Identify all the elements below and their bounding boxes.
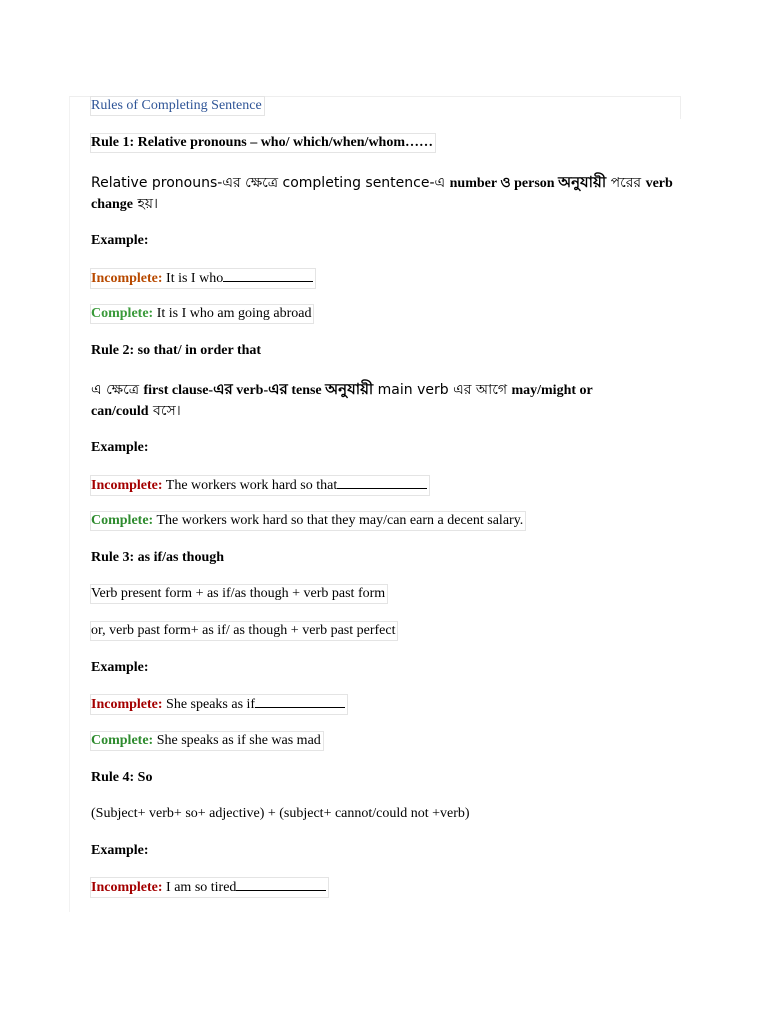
rule2-desc-g: অনুযায়ী [325, 380, 374, 398]
rule1-example-label: Example: [91, 233, 149, 248]
rule2-desc-k: বসে। [148, 403, 181, 419]
rule1-complete-text: It is I who am going abroad [153, 306, 312, 321]
rule2-complete-text: The workers work hard so that they may/can earn a decent salary. [153, 513, 524, 528]
rule3-incomplete-label: Incomplete: [91, 697, 163, 712]
rule1-description-line1 [91, 173, 673, 193]
rule2-desc-b: first clause- [143, 383, 214, 398]
rule3-blank [255, 695, 345, 708]
rule1-desc-b: number ও person [449, 176, 559, 191]
rule4-incomplete [91, 878, 328, 897]
document-page [69, 96, 681, 912]
rule2-complete-label: Complete: [91, 513, 154, 528]
rule1-complete-label: Complete: [91, 306, 154, 321]
rule3-formula2: or, verb past form+ as if/ as though + verb past perfect [91, 623, 396, 638]
rule1-heading: Rule 1: Relative pronouns – who/ which/when/whom…… [91, 135, 434, 150]
document-title: Rules of Completing Sentence [91, 98, 262, 113]
rule2-desc-e: এর [268, 380, 288, 398]
rule4-heading: Rule 4: So [91, 770, 153, 785]
rule4-example-label: Example: [91, 843, 149, 858]
rule3-example-label: Example: [91, 660, 149, 675]
rule2-complete [91, 512, 525, 530]
rule1-desc-e: verb [645, 176, 673, 191]
rule1-complete [91, 305, 313, 323]
rule4-incomplete-label: Incomplete: [91, 880, 163, 895]
rule2-desc-f: tense [287, 383, 326, 398]
rule2-desc-a: এ ক্ষেত্রে [91, 382, 144, 398]
rule3-formula1: Verb present form + as if/as though + verb past form [91, 586, 386, 601]
rule2-example-label: Example: [91, 440, 149, 455]
rule3-incomplete-text: She speaks as if [162, 697, 256, 712]
rule2-incomplete [91, 476, 429, 495]
rule1-desc-g: হয়। [133, 196, 159, 212]
rule2-blank [337, 476, 427, 489]
rule3-complete [91, 732, 323, 750]
rule1-desc-f: change [91, 197, 133, 212]
rule2-desc-h: main verb এর আগে [373, 382, 512, 398]
rule3-incomplete [91, 695, 347, 714]
rule2-desc-j: can/could [91, 404, 149, 419]
rule3-complete-label: Complete: [91, 733, 154, 748]
rule3-heading: Rule 3: as if/as though [91, 550, 225, 565]
rule1-desc-d: পরের [606, 175, 646, 191]
rule1-desc-a: Relative pronouns-এর ক্ষেত্রে completing sentence-এ [91, 175, 450, 191]
rule1-desc-c: অনুযায়ী [558, 173, 607, 191]
rule4-incomplete-text: I am so tired [162, 880, 237, 895]
rule4-blank [236, 878, 326, 891]
rule1-incomplete-label: Incomplete: [91, 271, 163, 286]
rule4-formula: (Subject+ verb+ so+ adjective) + (subject+ cannot/could not +verb) [91, 806, 470, 821]
rule1-blank [223, 269, 313, 282]
rule1-incomplete [91, 269, 315, 288]
rule2-incomplete-text: The workers work hard so that [162, 478, 338, 493]
rule1-description-line2 [91, 195, 158, 214]
rule3-complete-text: She speaks as if she was mad [153, 733, 321, 748]
rule2-desc-i: may/might or [511, 383, 593, 398]
rule2-desc-c: এর [213, 380, 233, 398]
rule2-heading: Rule 2: so that/ in order that [91, 343, 262, 358]
rule2-incomplete-label: Incomplete: [91, 478, 163, 493]
rule2-description-line1 [91, 380, 593, 400]
rule1-incomplete-text: It is I who [162, 271, 224, 286]
rule2-desc-d: verb- [232, 383, 269, 398]
rule2-description-line2 [91, 402, 181, 421]
